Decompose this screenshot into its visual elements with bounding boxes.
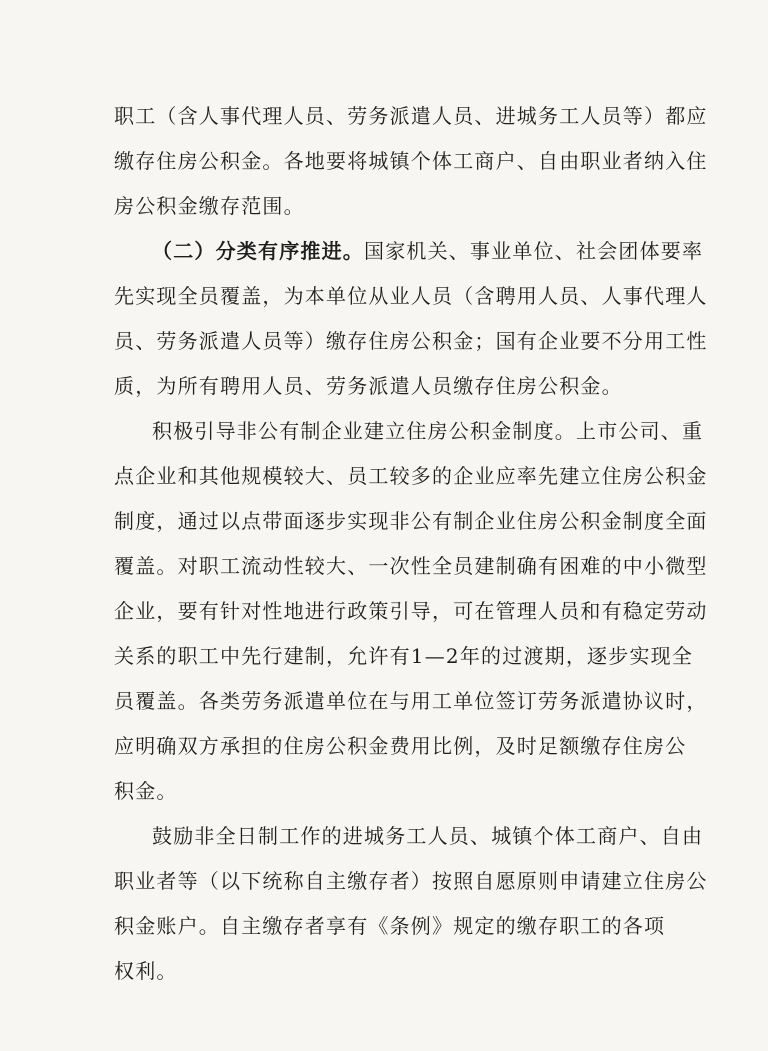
text-line: 制度，通过以点带面逐步实现非公有制企业住房公积金制度全面 xyxy=(114,509,708,533)
text-line xyxy=(152,239,704,263)
text-line: 员、劳务派遣人员等）缴存住房公积金；国有企业要不分用工性 xyxy=(114,329,708,353)
text-line: 职业者等（以下统称自主缴存者）按照自愿原则申请建立住房公 xyxy=(114,869,708,893)
text-run: 国家机关、事业单位、社会团体要率 xyxy=(364,239,704,263)
text-line: 质，为所有聘用人员、劳务派遣人员缴存住房公积金。 xyxy=(114,374,623,398)
text-line: 企业，要有针对性地进行政策引导，可在管理人员和有稳定劳动 xyxy=(114,599,708,623)
text-line: 房公积金缴存范围。 xyxy=(114,194,305,218)
text-line: 权利。 xyxy=(114,959,178,983)
text-line: 应明确双方承担的住房公积金费用比例，及时足额缴存住房公 xyxy=(114,734,687,758)
text-line: 关系的职工中先行建制，允许有1—2年的过渡期，逐步实现全 xyxy=(114,644,694,668)
text-line: 鼓励非全日制工作的进城务工人员、城镇个体工商户、自由 xyxy=(152,824,704,848)
text-line: 先实现全员覆盖，为本单位从业人员（含聘用人员、人事代理人 xyxy=(114,284,708,308)
text-line: 职工（含人事代理人员、劳务派遣人员、进城务工人员等）都应 xyxy=(114,104,708,128)
text-line: 积极引导非公有制企业建立住房公积金制度。上市公司、重 xyxy=(152,419,704,443)
text-line: 覆盖。对职工流动性较大、一次性全员建制确有困难的中小微型 xyxy=(114,554,708,578)
text-line: 积金账户。自主缴存者享有《条例》规定的缴存职工的各项 xyxy=(114,914,666,938)
text-line: 员覆盖。各类劳务派遣单位在与用工单位签订劳务派遣协议时， xyxy=(114,689,708,713)
section-heading: （二）分类有序推进。 xyxy=(152,239,364,263)
text-line: 缴存住房公积金。各地要将城镇个体工商户、自由职业者纳入住 xyxy=(114,149,708,173)
text-line: 积金。 xyxy=(114,779,178,803)
text-line: 点企业和其他规模较大、员工较多的企业应率先建立住房公积金 xyxy=(114,464,708,488)
